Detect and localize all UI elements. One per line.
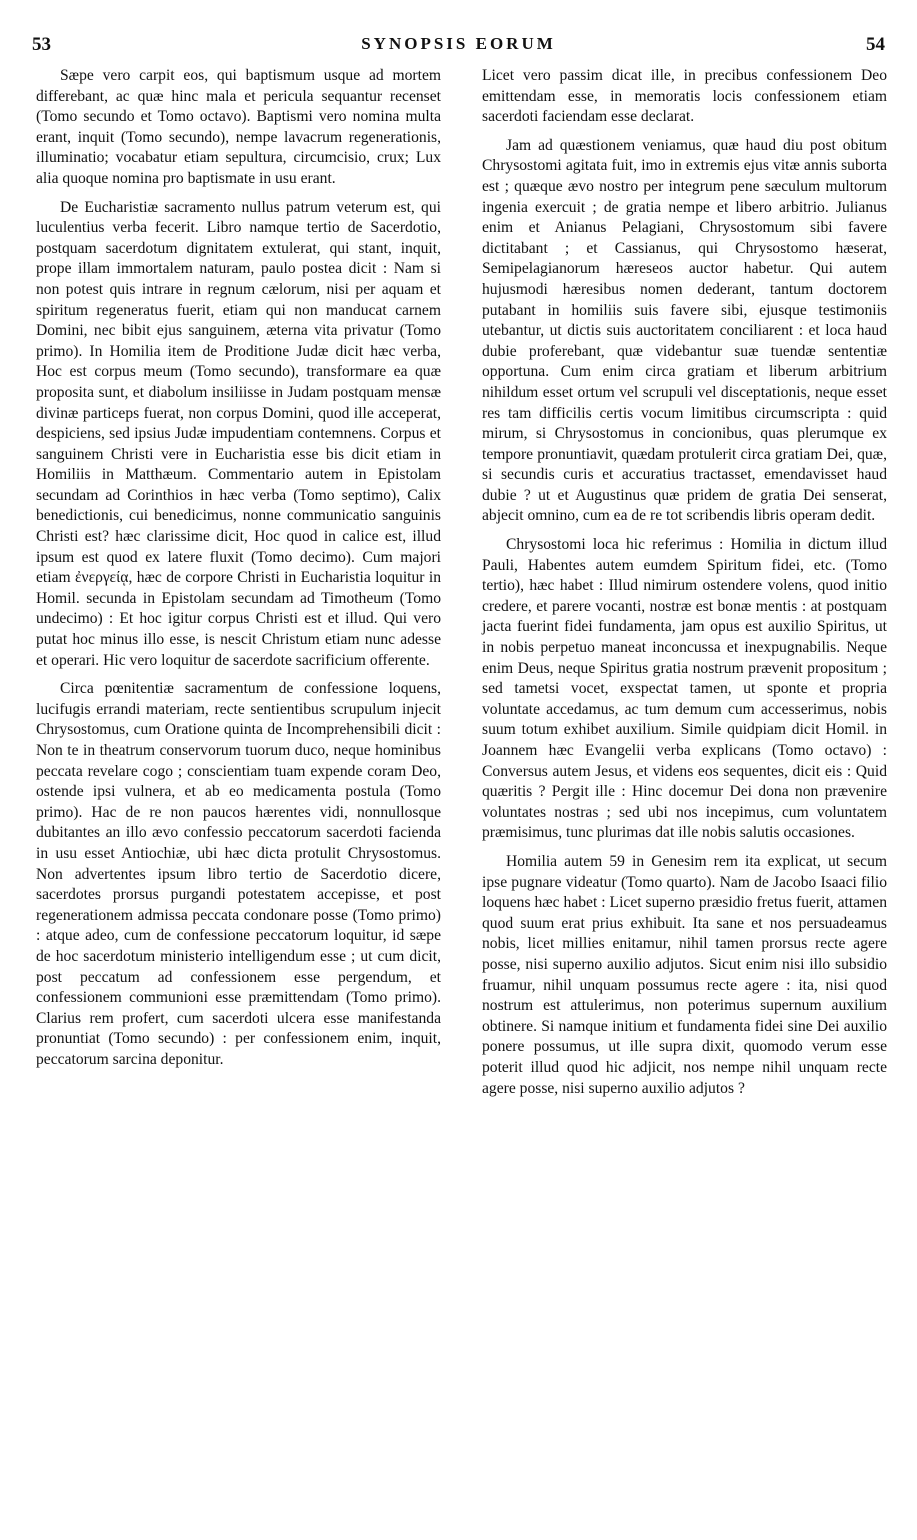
right-column	[482, 66, 887, 1107]
page-header	[28, 34, 889, 64]
paragraph-grace-question: Jam ad quæstionem veniamus, quæ haud diu post obitum Chrysostomi agitata fuit, imo in extremis ejus vitæ annis suborta est ; quæque ævo nostro per integrum pene sæculum multorum ingenia exercuit ; de gratia nempe et libero arbitrio. Julianus enim et Anianus Pelagiani, Chrysostomum sibi favere dictitabant ; et Cassianus, qui Chrysostomo hæserat, Semipelagianorum hæreseos auctor habetur. Qui autem hujusmodi hæresibus nomen dederant, tantum doctorem putabant in homiliis suis favere sibi, ejusque testimoniis utebantur, ut dictis suis auctoritatem conciliarent : et loca haud dubie proferebant, quæ videbantur suæ tuendæ sententiæ opportuna. Cum enim circa gratiam et liberum arbitrium nihildum esset ortum vel scrupuli vel disceptationis, neque esset res tam difficilis certis vocum limitibus circumscripta : quid mirum, si Chrysostomus in concionibus, quas plerumque ex tempore pronuntiavit, quædam protulerit circa gratiam Dei, quæ, si secundis curis et accuratius tractasset, emendavisset haud dubie ? ut et Augustinus quæ pridem de gratia Dei senserat, abjecit omnino, cum ea de re tot scribendis libris operam dedit.	[482, 136, 887, 525]
paragraph-penance: Circa pœnitentiæ sacramentum de confessione loquens, lucifugis errandi materiam, recte sentientibus scrupulum injecit Chrysostomus, cum Oratione quinta de Incomprehensibili dicit : Non te in theatrum conservorum tuorum duco, neque hominibus peccata revelare cogo ; conscientiam tuam expende coram Deo, ostende ipsi vulnera, et ab eo medicamenta postula (Tomo primo). Hac de re non paucos hærentes vidi, nonnullosque dubitantes an illo ævo confessio peccatorum sacerdoti facienda in usu esset Antiochiæ, ubi hæc dicta protulit Chrysostomus. Non advertentes ipsum libro tertio de Sacerdotio dicere, sacerdotes prorsus purgandi potestatem accepisse, et post regenerationem admissa peccata condonare posse (Tomo primo) : atque adeo, cum de confessione peccatorum loquitur, id sæpe de hoc sacerdotum ministerio intelligendum esse ; ut cum dicit, post peccatum ad confessionem esse pergendum, et confessionem communioni esse præmittendam (Tomo primo). Clarius rem profert, cum sacerdoti ulcera esse manifestanda pronuntiat (Tomo secundo) : per confessionem enim, inquit, peccatorum sarcina deponitur.	[36, 680, 441, 1068]
paragraph-genesis-homily: Homilia autem 59 in Genesim rem ita explicat, ut secum ipse pugnare videatur (Tomo quarto). Nam de Jacobo Isaaci filio loquens hæc habet : Licet superno præsidio fretus fuerit, attamen quod suum erat prius exhibuit. Ita sane et nos persuadeamus nobis, licet millies enitamur, nihil tamen prorsus recte agere posse, nisi superno auxilio adjutos. Sicut enim nisi illo subsidio fruamur, nihil unquam possumus recte agere : ita, nisi quod nostrum est attulerimus, non poterimus supernum auxilium obtinere. Si namque initium et fundamenta fidei sine Dei auxilio ponere possumus, ut ille supra dixit, quomodo verum esse poterit illud quod hic adjicit, nos nempe nihil unquam recte agere posse, nisi superno auxilio adjutos ?	[482, 852, 887, 1097]
paragraph-baptism: Sæpe vero carpit eos, qui baptismum usque ad mortem differebant, ac quæ hinc mala et pericula sequantur recenset (Tomo secundo et Tomo octavo). Baptismi vero nomina multa erant, inquit (Tomo secundo), nempe lavacrum regenerationis, illuminatio; vocabatur etiam sepultura, circumcisio, crux; Lux alia quoque nomina pro baptismate in usu erant.	[36, 67, 441, 187]
right-page-number: 54	[866, 34, 885, 55]
left-column	[36, 66, 441, 1079]
paragraph-confession-continued: Licet vero passim dicat ille, in precibus confessionem Deo emittendam esse, in memoratis locis confessionem etiam sacerdoti faciendam esse declarat.	[482, 67, 887, 126]
paragraph-chrysostom-passages: Chrysostomi loca hic referimus : Homilia in dictum illud Pauli, Habentes autem eumdem Spiritum fidei, etc. (Tomo tertio), hæc habet : Illud nimirum ostendere volens, quod initio credere, et parere vocanti, nostræ est bonæ mentis : at postquam jacta fuerint fidei fundamenta, jam opus est auxilio Spiritus, ut in nobis perpetuo maneat inconcussa et inexpugnabilis. Neque enim Deus, neque Spiritus gratia nostrum prævenit propositum ; sed tametsi vocet, exspectat tamen, ut sponte et propria voluntate accedamus, ac tum demum cum accesserimus, nobis suum totum exhibet auxilium. Simile quidpiam dicit Homil. in Joannem hæc Evangelii verba explicans (Tomo octavo) : Conversus autem Jesus, et videns eos sequentes, dicit eis : Quid quæritis ? Pergit ille : Hinc docemur Dei dona non prævenire voluntates nostras ; sed ubi nos incepimus, cum voluntatem præmisimus, tunc plurimas dat ille nobis salutis occasiones.	[482, 536, 887, 842]
running-title: SYNOPSIS EORUM	[361, 34, 556, 53]
paragraph-eucharist: De Eucharistiæ sacramento nullus patrum veterum est, qui luculentius verba fecerit. Libro namque tertio de Sacerdotio, postquam sacerdotum dignitatem extulerat, qui stant, inquit, prope illam immortalem naturam, paulo postea dicit : Nam si non potest quis intrare in regnum cælorum, nisi per aquam et spiritum regeneratus fuerit, etiam qui non manducat carnem Domini, nec bibit ejus sanguinem, æterna vita privatur (Tomo primo). In Homilia item de Proditione Judæ dicit hæc verba, Hoc est corpus meum (Tomo secundo), transformare ea quæ proposita sunt, et diabolum insiliisse in Judam postquam mensæ divinæ particeps fuerat, non corpus Domini, quod ille acceperat, despiciens, sed ipsius Judæ impudentiam contemnens. Corpus et sanguinem Christi vere in Eucharistia esse bis dicit etiam in Homiliis in Matthæum. Commentario autem in Epistolam secundam ad Corinthios in hæc verba (Tomo septimo), Calix benedictionis, cui benedicimus, nonne communicatio sanguinis Christi est? hæc clarissime dicit, Hoc quod in calice est, illud ipsum est quod ex latere fluxit (Tomo decimo). Cum majori etiam ἐνεργείᾳ, hæc de corpore Christi in Eucharistia loquitur in Homil. secunda in Epistolam secundam ad Timotheum (Tomo undecimo) : Et hoc igitur corpus Christi est et illud. Qui vero putat hoc minus illo esse, is nescit Christum etiam nunc adesse et operari. Hic vero loquitur de sacerdote sacrificium offerente.	[36, 198, 441, 669]
left-page-number: 53	[32, 34, 51, 55]
